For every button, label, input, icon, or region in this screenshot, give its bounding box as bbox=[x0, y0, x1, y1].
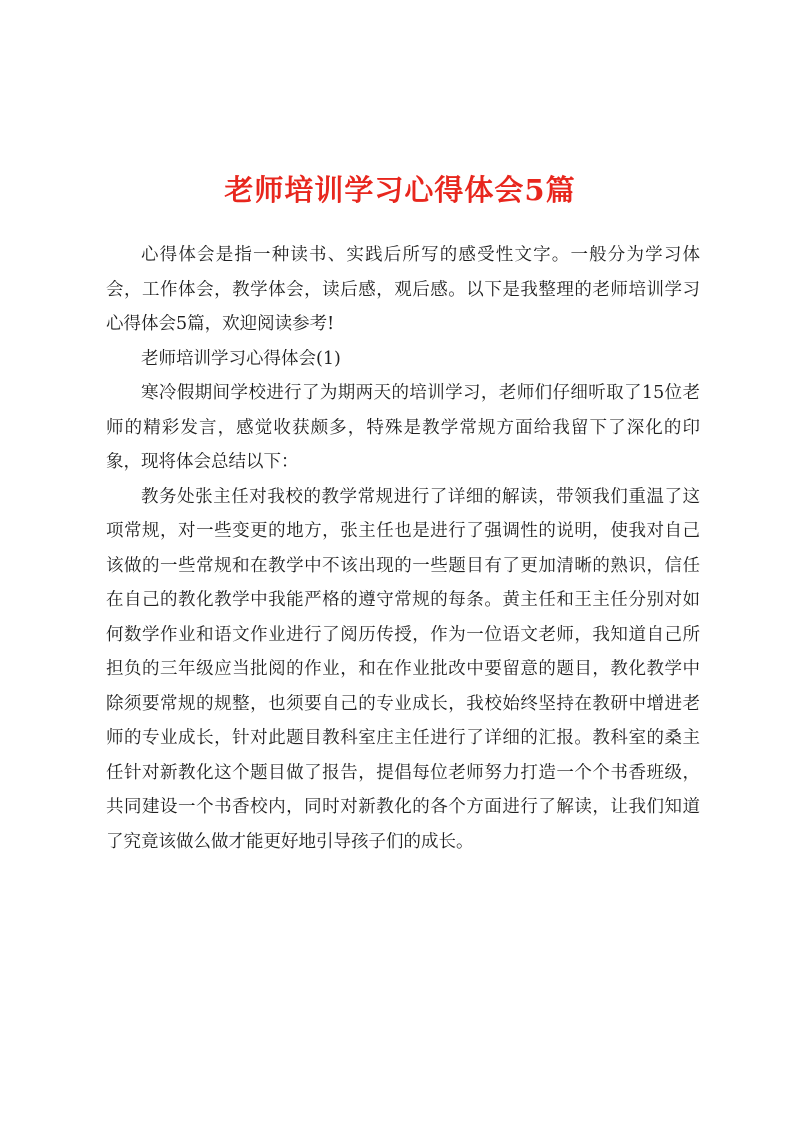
document-body bbox=[106, 238, 700, 859]
section-heading: 老师培训学习心得体会(1) bbox=[141, 348, 341, 369]
intro-paragraph: 心得体会是指一种读书、实践后所写的感受性文字。一般分为学习体会，工作体会，教学体会，读后感，观后感。以下是我整理的老师培训学习心得体会5篇，欢迎阅读参考! bbox=[106, 245, 700, 334]
body-paragraph: 教务处张主任对我校的教学常规进行了详细的解读，带领我们重温了这项常规，对一些变更的地方，张主任也是进行了强调性的说明，使我对自己该做的一些常规和在教学中不该出现的一些题目有了更加清晰的熟识，信任在自己的教化教学中我能严格的遵守常规的每条。黄主任和王主任分别对如何数学作业和语文作业进行了阅历传授，作为一位语文老师，我知道自己所担负的三年级应当批阅的作业，和在作业批改中要留意的题目，教化教学中除须要常规的规整，也须要自己的专业成长，我校始终坚持在教研中增进老师的专业成长，针对此题目教科室庄主任进行了详细的汇报。教科室的桑主任针对新教化这个题目做了报告，提倡每位老师努力打造一个个书香班级，共同建设一个书香校内，同时对新教化的各个方面进行了解读，让我们知道了究竟该做么做才能更好地引导孩子们的成长。 bbox=[106, 486, 700, 852]
body-paragraph: 寒冷假期间学校进行了为期两天的培训学习，老师们仔细听取了15位老师的精彩发言，感觉收获颇多，特殊是教学常规方面给我留下了深化的印象，现将体会总结以下： bbox=[106, 383, 700, 472]
document-title: 老师培训学习心得体会5篇 bbox=[224, 173, 576, 207]
